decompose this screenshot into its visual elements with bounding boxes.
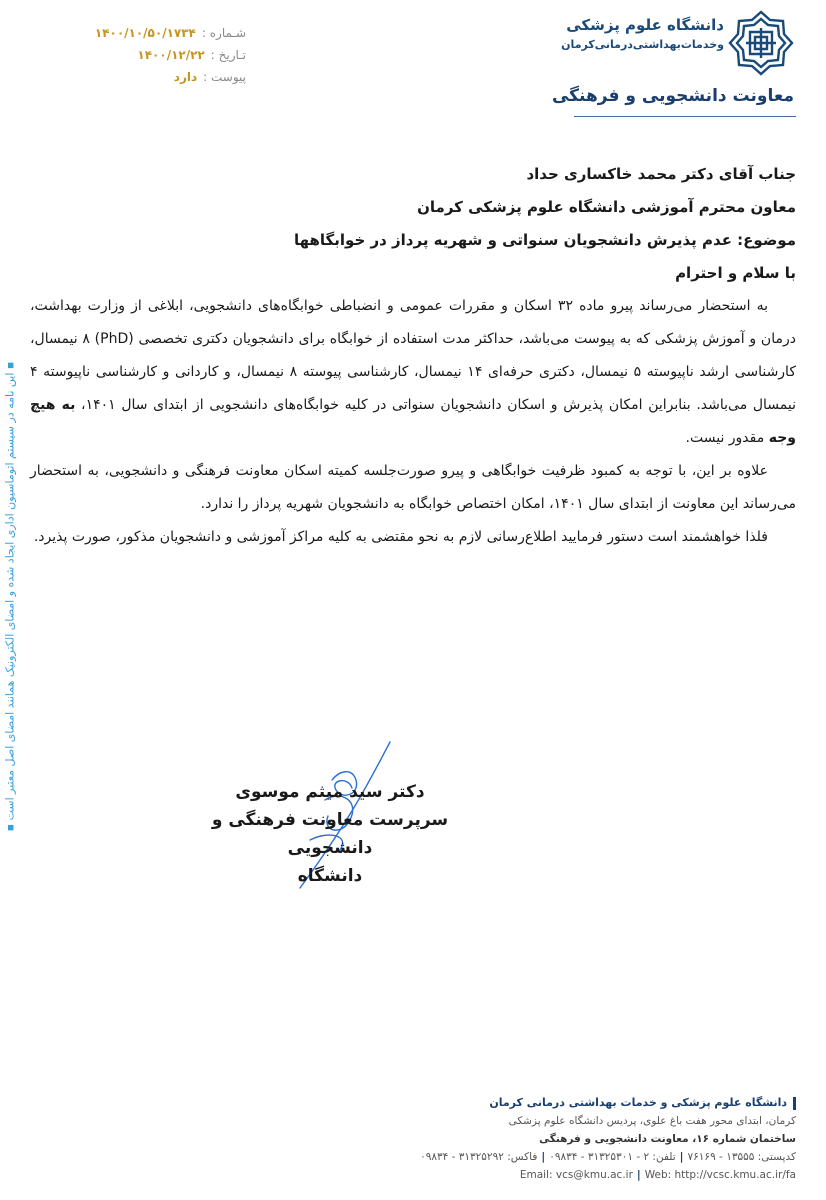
meta-attachment: [86, 66, 246, 88]
signature-block: [180, 778, 480, 890]
letter-meta: [86, 22, 246, 88]
signatory-title: سرپرست معاونت فرهنگی و دانشجویی: [211, 810, 449, 858]
signatory-org: دانشگاه: [297, 866, 363, 886]
footer-org-name: دانشگاه علوم پزشکی و خدمات بهداشتی درمانی کرمان: [489, 1096, 787, 1109]
header-divider: [574, 116, 796, 117]
footer-accent-bar: [793, 1097, 796, 1110]
footer: [276, 1094, 796, 1184]
footer-postal: کدپستی: ۱۳۵۵۵ - ۷۶۱۶۹: [687, 1151, 796, 1163]
meta-date: [86, 44, 246, 66]
electronic-signature-note: ▪ این نامه در سیستم اتوماسیون اداری ایجاد شده و امضای الکترونیک همانند امضای اصل معتبر است ▪: [3, 361, 17, 832]
letter-body: [30, 158, 796, 554]
footer-web[interactable]: Web: http://vcsc.kmu.ac.ir/fa: [644, 1169, 796, 1181]
footer-address: کرمان، ابتدای محور هفت باغ علوی، پردیس دانشگاه علوم پزشکی: [508, 1115, 796, 1127]
department-title: معاونت دانشجویی و فرهنگی: [551, 86, 794, 106]
university-name-line1: دانشگاه علوم پزشکی: [566, 16, 724, 34]
meta-number-value: ۱۴۰۰/۱۰/۵۰/۱۷۳۴: [94, 26, 196, 40]
footer-fax: فاکس: ۳۱۳۲۵۲۹۲ - ۰۹۸۳۴: [420, 1151, 538, 1163]
recipient-name: جناب آقای دکتر محمد خاکساری حداد: [526, 165, 796, 183]
footer-contact: کدپستی: ۱۳۵۵۵ - ۷۶۱۶۹|تلفن: ۲ - ۳۱۳۲۵۳۰۱ - ۰۹۸۳۴|فاکس: ۳۱۳۲۵۲۹۲ - ۰۹۸۳۴: [420, 1151, 796, 1163]
paragraph-1-emphasis: به هیچ وجه: [30, 397, 796, 446]
paragraph-1: [30, 290, 796, 455]
footer-web-contact: Email: vcs@kmu.ac.ir | Web: http://vcsc.kmu.ac.ir/fa: [519, 1169, 796, 1181]
university-logo-icon: [728, 10, 794, 76]
paragraph-1-text: به استحضار می‌رساند پیرو ماده ۳۲ اسکان و مقررات عمومی و انضباطی خوابگاه‌های دانشجویی، ابلاغی از وزارت بهداشت، درمان و آموزش پزشکی که به پیوست می‌باشد، حداکثر مدت استفاده از خوابگاه برای دانشجویان دکتری تخصصی (PhD) ۸ نیمسال، کارشناسی ارشد ناپیوسته ۵ نیمسال، دکتری حرفه‌ای ۱۴ نیمسال، کارشناسی پیوسته ۸ نیمسال، و کاردانی و کارشناسی ناپیوسته ۴ نیمسال می‌باشد. بنابراین امکان پذیرش و اسکان دانشجویان سنواتی در کلیه خوابگاه‌های دانشجویی از ابتدای سال ۱۴۰۱،: [30, 298, 797, 413]
footer-org: [276, 1094, 796, 1112]
meta-number: [86, 22, 246, 44]
meta-attachment-label: پیوست :: [203, 70, 246, 84]
university-name-line2: وخدمات‌بهداشتی‌درمانی‌کرمان: [561, 38, 724, 51]
meta-date-value: ۱۴۰۰/۱۲/۲۲: [137, 48, 205, 62]
paragraph-1-end: مقدور نیست.: [685, 430, 769, 446]
meta-date-label: تـاریخ :: [210, 48, 246, 62]
university-name: [561, 14, 724, 54]
meta-number-label: شـماره :: [201, 26, 246, 40]
meta-attachment-value: دارد: [173, 70, 198, 84]
footer-email[interactable]: Email: vcs@kmu.ac.ir: [519, 1169, 633, 1181]
letter-greeting: با سلام و احترام: [675, 264, 796, 282]
paragraph-3: فلذا خواهشمند است دستور فرمایید اطلاع‌رسانی لازم به نحو مقتضی به کلیه مراکز آموزشی و دانشجویان مذکور، صورت پذیرد.: [33, 529, 768, 545]
paragraph-2: علاوه بر این، با توجه به کمبود ظرفیت خوابگاهی و پیرو صورت‌جلسه کمیته اسکان معاونت فرهنگی و دانشجویی، به استحضار می‌رساند این معاونت از ابتدای سال ۱۴۰۱، امکان اختصاص خوابگاه به دانشجویان شهریه پرداز را ندارد.: [30, 463, 796, 512]
footer-building: ساختمان شماره ۱۶، معاونت دانشجویی و فرهنگی: [539, 1133, 796, 1145]
footer-phone: تلفن: ۲ - ۳۱۳۲۵۳۰۱ - ۰۹۸۳۴: [549, 1151, 676, 1163]
recipient-title: معاون محترم آموزشی دانشگاه علوم پزشکی کرمان: [417, 198, 796, 216]
signatory-name: دکتر سید میثم موسوی: [235, 782, 425, 802]
letter-subject: موضوع: عدم پذیرش دانشجویان سنواتی و شهریه پرداز در خوابگاهها: [293, 231, 796, 249]
